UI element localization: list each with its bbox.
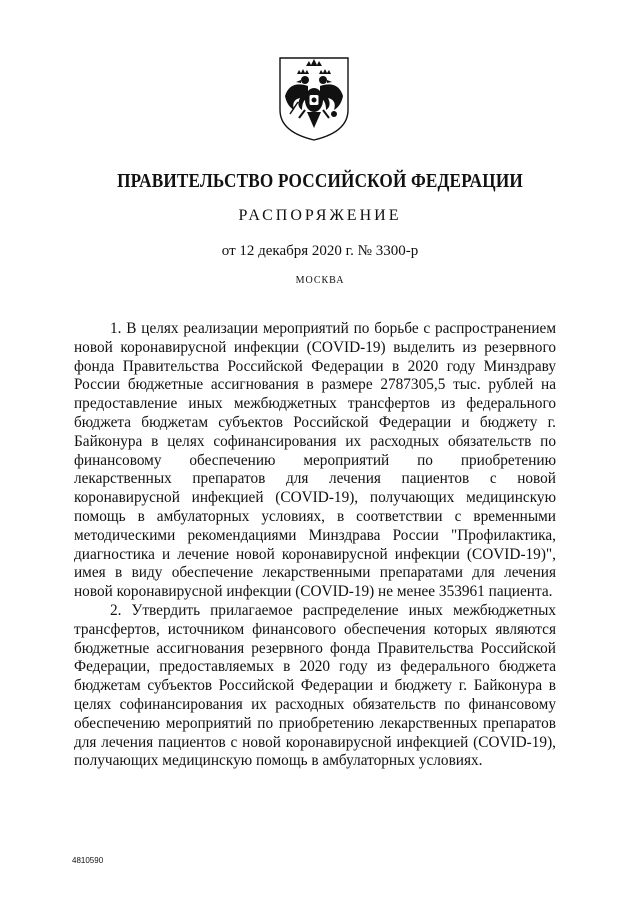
russian-coat-of-arms-icon (276, 52, 352, 142)
document-body (74, 320, 556, 771)
document-type: РАСПОРЯЖЕНИЕ (238, 207, 402, 224)
paragraph-2: 2. Утвердить прилагаемое распределение иных межбюджетных трансфертов, источником финансового обеспечения которых являются бюджетные ассигнования резервного фонда Правительства Российской Федерации, предоставляемых в 2020 году из федерального бюджета бюджетам субъектов Российской Федерации и бюджету г. Байконура в целях софинансирования их расходных обязательств по финансовому обеспечению мероприятий по приобретению лекарственных препаратов для лечения пациентов с новой коронавирусной инфекцией (COVID-19), получающих медицинскую помощь в амбулаторных условиях. (74, 601, 556, 770)
government-title: ПРАВИТЕЛЬСТВО РОССИЙСКОЙ ФЕДЕРАЦИИ (117, 170, 523, 192)
paragraph-1: 1. В целях реализации мероприятий по борьбе с распространением новой коронавирусной инфекции (COVID-19) выделить из резервного фонда Правительства Российской Федерации в 2020 году Минздраву России бюджетные ассигнования в размере 2787305,5 тыс. рублей на предоставление иных межбюджетных трансфертов из федерального бюджета бюджетам субъектов Российской Федерации и бюджету г. Байконура в целях софинансирования их расходных обязательств по финансовому обеспечению мероприятий по приобретению лекарственных препаратов для лечения пациентов с новой коронавирусной инфекцией (COVID-19), получающих медицинскую помощь в амбулаторных условиях, в соответствии с временными методическими рекомендациями Минздрава России "Профилактика, диагностика и лечение новой коронавирусной инфекции (COVID-19)", имея в виду обеспечение лекарственными препаратами для лечения новой коронавирусной инфекции (COVID-19) не менее 353961 пациента. (74, 320, 556, 601)
document-city: МОСКВА (295, 275, 345, 286)
document-date-number: от 12 декабря 2020 г. № 3300-р (221, 243, 419, 259)
document-code: 4810590 (72, 856, 104, 865)
